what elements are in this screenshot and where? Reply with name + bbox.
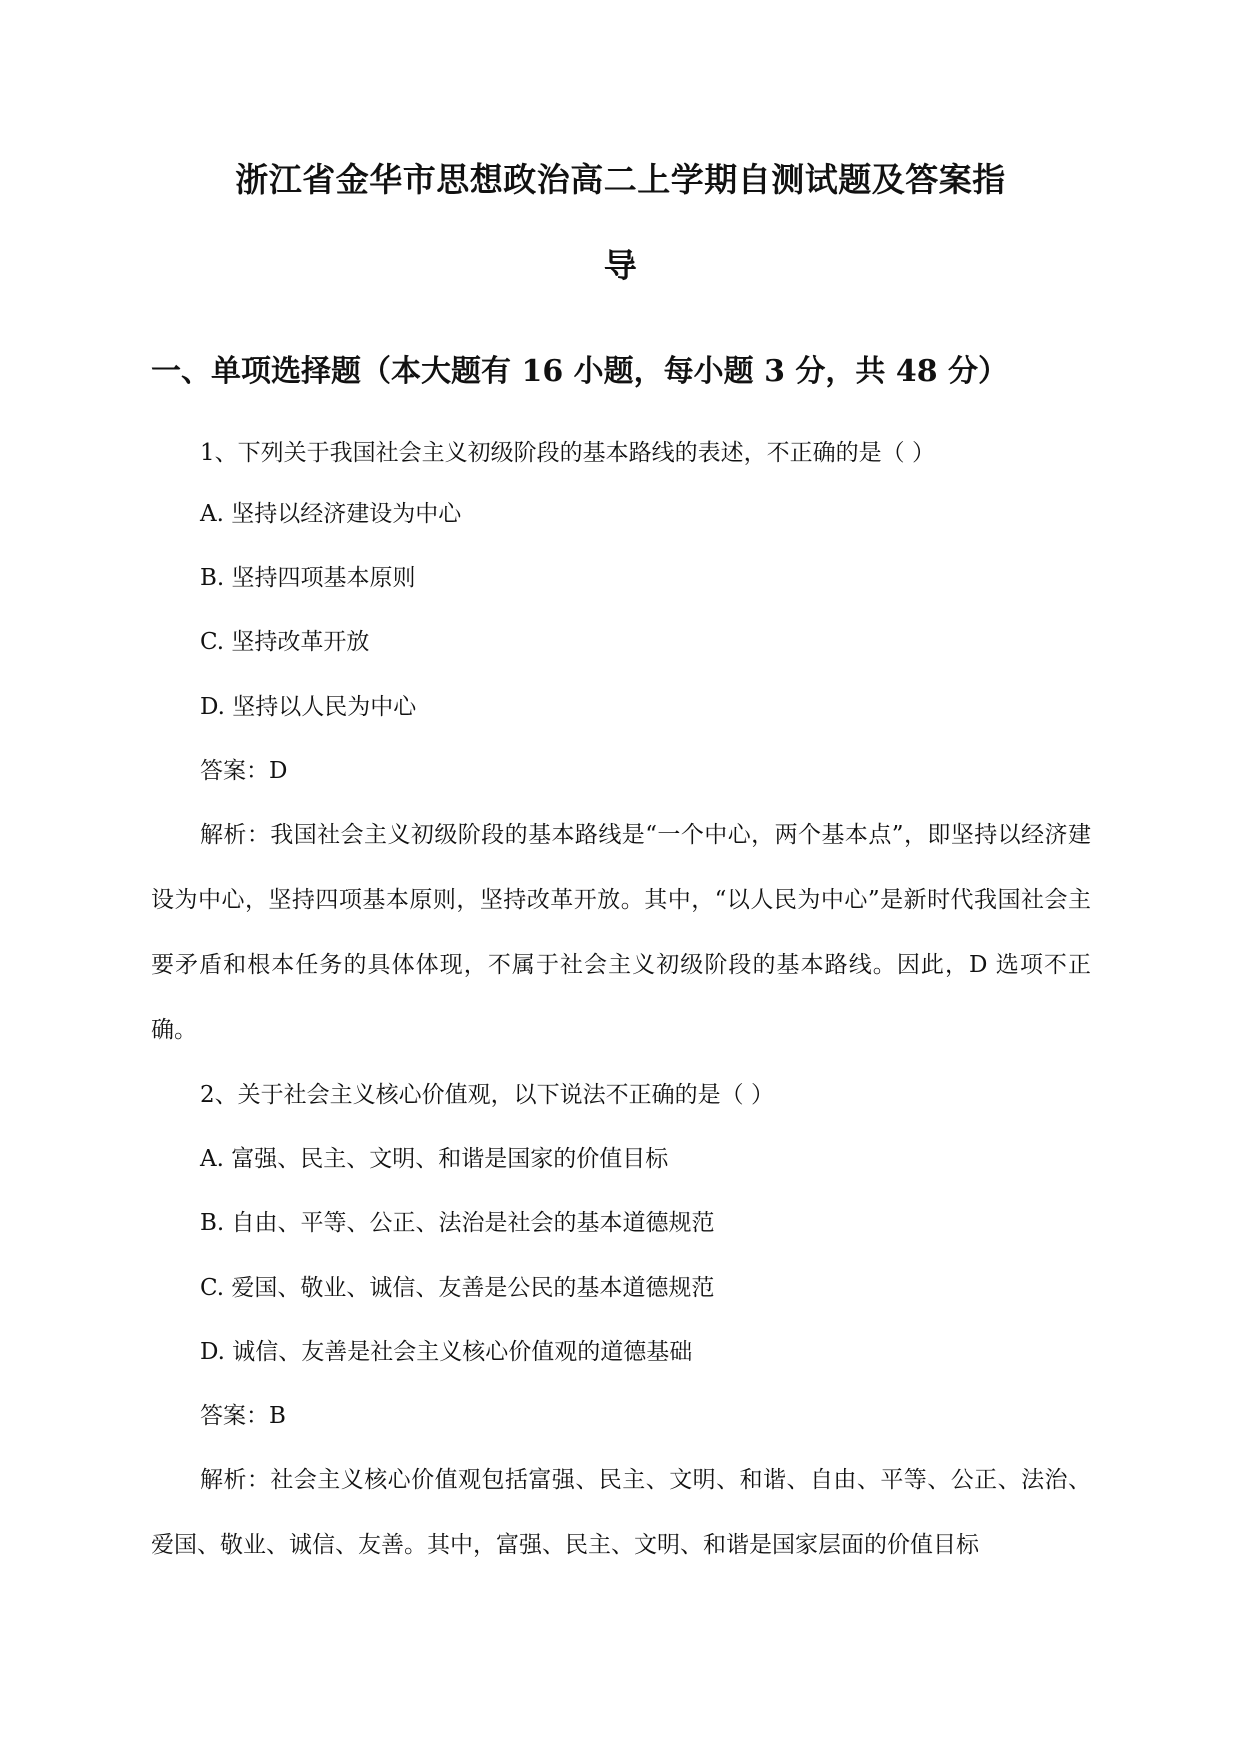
question-1-option-a: A. 坚持以经济建设为中心 (200, 501, 462, 527)
question-2-option-a: A. 富强、民主、文明、和谐是国家的价值目标 (200, 1146, 669, 1172)
question-2-answer: 答案：B (200, 1403, 286, 1429)
question-1-option-c: C. 坚持改革开放 (200, 629, 370, 655)
question-2-analysis: 解析：社会主义核心价值观包括富强、民主、文明、和谐、自由、平等、公正、法治、爱国、敬业、诚信、友善。其中，富强、民主、文明、和谐是国家层面的价值目标 (151, 1467, 1091, 1558)
document-title-line-2: 导 (603, 246, 638, 285)
question-2-option-c: C. 爱国、敬业、诚信、友善是公民的基本道德规范 (200, 1275, 715, 1301)
question-1-analysis: 解析：我国社会主义初级阶段的基本路线是“一个中心，两个基本点”，即坚持以经济建设为中心，坚持四项基本原则，坚持改革开放。其中，“以人民为中心”是新时代我国社会主要矛盾和根本任务的具体体现，不属于社会主义初级阶段的基本路线。因此，D 选项不正确。 (151, 822, 1091, 1043)
question-2-stem: 2、关于社会主义核心价值观，以下说法不正确的是（ ） (200, 1082, 774, 1108)
question-1-stem: 1、下列关于我国社会主义初级阶段的基本路线的表述，不正确的是（ ） (200, 440, 935, 466)
question-2-option-b: B. 自由、平等、公正、法治是社会的基本道德规范 (200, 1210, 715, 1236)
question-1-option-d: D. 坚持以人民为中心 (200, 694, 417, 720)
document-title-line-1: 浙江省金华市思想政治高二上学期自测试题及答案指 (235, 160, 1006, 199)
question-2-option-d: D. 诚信、友善是社会主义核心价值观的道德基础 (200, 1339, 693, 1365)
question-1-option-b: B. 坚持四项基本原则 (200, 565, 416, 591)
question-1-answer: 答案：D (200, 758, 288, 784)
section-heading: 一、单项选择题（本大题有 16 小题，每小题 3 分，共 48 分） (151, 354, 1009, 389)
